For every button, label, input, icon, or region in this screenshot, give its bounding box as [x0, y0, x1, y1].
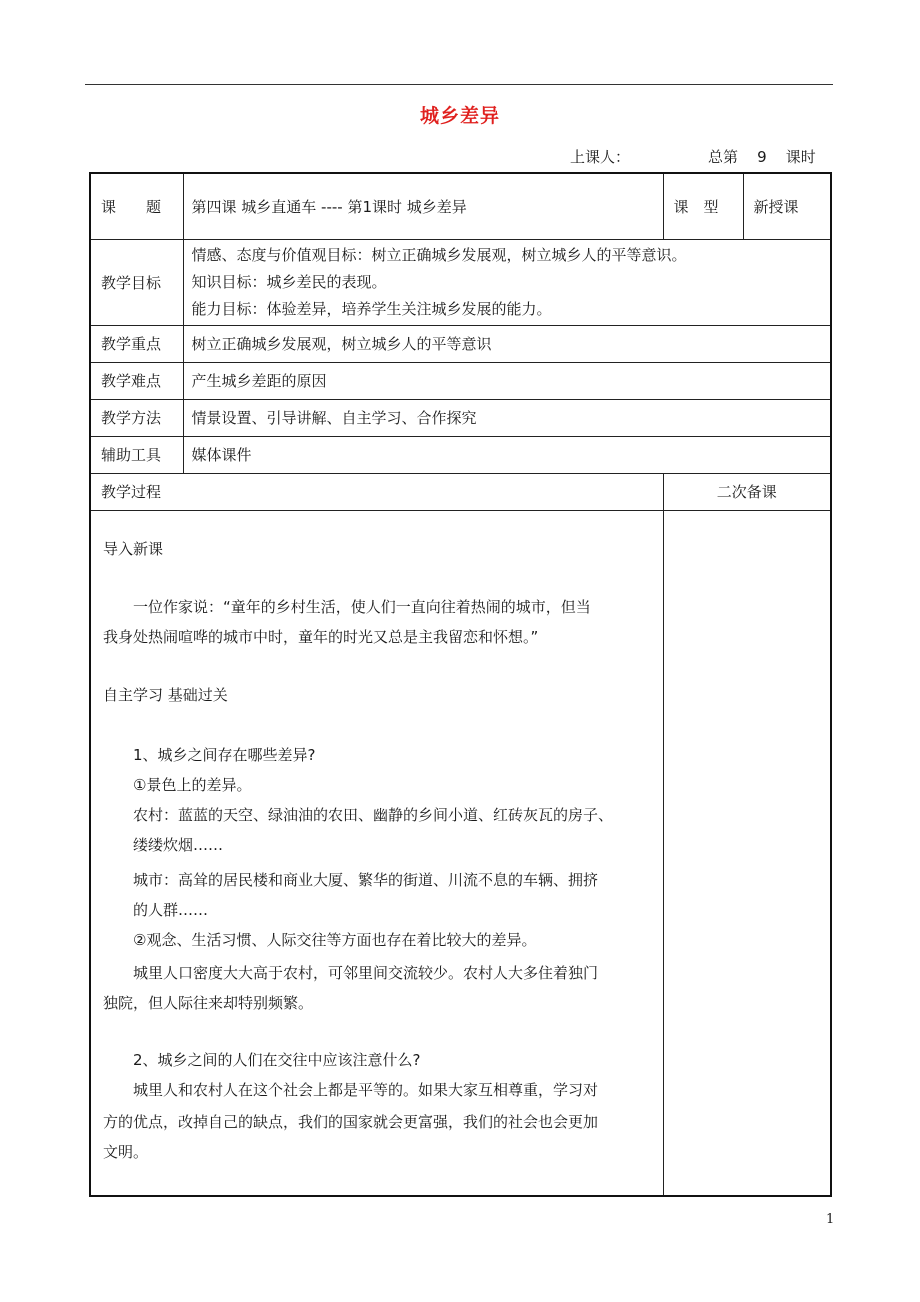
goals-list	[183, 239, 831, 325]
key-label: 教学重点	[90, 325, 183, 362]
prep-label: 二次备课	[663, 473, 831, 510]
process-header-row	[90, 473, 831, 510]
tools-label: 辅助工具	[90, 436, 183, 473]
goal-ability: 能力目标：体验差异，培养学生关注城乡发展的能力。	[191, 299, 552, 318]
total-suffix: 课时	[785, 148, 816, 166]
lecturer-label: 上课人：	[570, 148, 631, 166]
process-content	[90, 510, 663, 1196]
goals-label: 教学目标	[90, 239, 183, 325]
method-value: 情景设置、引导讲解、自主学习、合作探究	[183, 399, 831, 436]
self-study-heading: 自主学习 基础过关	[103, 685, 228, 704]
topic-row	[90, 173, 831, 239]
method-row	[90, 399, 831, 436]
process-label: 教学过程	[90, 473, 663, 510]
quote-line-1: 一位作家说：“童年的乡村生活，使人们一直向往着热闹的城市，但当	[133, 597, 591, 616]
city-line-1: 城市：高耸的居民楼和商业大厦、繁华的街道、川流不息的车辆、拥挤	[133, 870, 599, 889]
rural-line-1: 农村：蓝蓝的天空、绿油油的农田、幽静的乡间小道、红砖灰瓦的房子、	[133, 805, 614, 824]
topic-value: 第四课 城乡直通车 ---- 第1课时 城乡差异	[183, 173, 663, 239]
total-number: 9	[757, 148, 767, 166]
process-body-row	[90, 510, 831, 1196]
type-value: 新授课	[743, 173, 831, 239]
header-rule	[85, 84, 833, 85]
question-1: 1、城乡之间存在哪些差异?	[133, 745, 316, 764]
equal-line-3: 文明。	[103, 1142, 149, 1161]
goal-knowledge: 知识目标：城乡差民的表现。	[191, 272, 387, 291]
difficulty-row	[90, 362, 831, 399]
answer-1b: ②观念、生活习惯、人际交往等方面也存在着比较大的差异。	[133, 930, 537, 949]
difficulty-value: 产生城乡差距的原因	[183, 362, 831, 399]
quote-line-2: 我身处热闹喧哗的城市中时，童年的时光又总是主我留恋和怀想。”	[103, 627, 539, 646]
topic-label: 课 题	[90, 173, 183, 239]
density-line-2: 独院，但人际往来却特别频繁。	[103, 993, 314, 1012]
page-number: 1	[826, 1212, 835, 1227]
total-prefix: 总第	[708, 148, 739, 166]
equal-line-1: 城里人和农村人在这个社会上都是平等的。如果大家互相尊重，学习对	[133, 1080, 599, 1099]
goals-row	[90, 239, 831, 325]
tools-row	[90, 436, 831, 473]
type-label: 课 型	[663, 173, 743, 239]
document-title: 城乡差异	[419, 105, 500, 127]
question-2: 2、城乡之间的人们在交往中应该注意什么?	[133, 1050, 421, 1069]
rural-line-2: 缕缕炊烟……	[133, 835, 224, 854]
key-row	[90, 325, 831, 362]
intro-heading: 导入新课	[103, 539, 164, 558]
prep-notes-cell	[663, 510, 831, 1196]
tools-value: 媒体课件	[183, 436, 831, 473]
equal-line-2: 方的优点，改掉自己的缺点，我们的国家就会更富强，我们的社会也会更加	[103, 1112, 599, 1131]
method-label: 教学方法	[90, 399, 183, 436]
goal-emotion: 情感、态度与价值观目标：树立正确城乡发展观，树立城乡人的平等意识。	[191, 245, 687, 264]
answer-1a: ①景色上的差异。	[133, 775, 252, 794]
density-line-1: 城里人口密度大大高于农村，可邻里间交流较少。农村人大多住着独门	[133, 963, 599, 982]
lesson-plan-table	[89, 172, 832, 1197]
total-lessons	[708, 146, 816, 167]
city-line-2: 的人群……	[133, 900, 209, 919]
difficulty-label: 教学难点	[90, 362, 183, 399]
key-value: 树立正确城乡发展观，树立城乡人的平等意识	[183, 325, 831, 362]
